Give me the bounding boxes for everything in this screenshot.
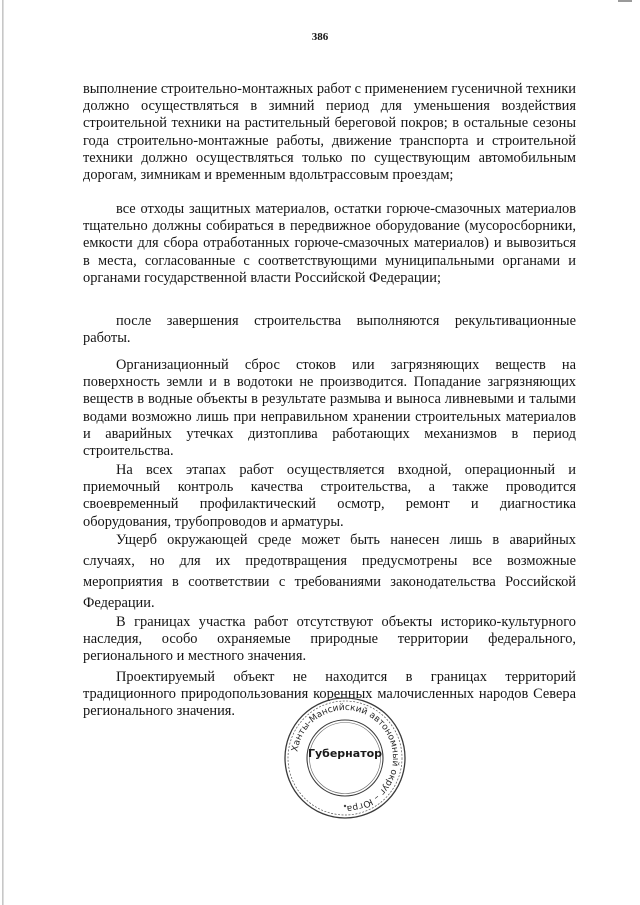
paragraph-1: выполнение строительно-монтажных работ с применением гусеничной техники должно осуществляться в зимний период для уменьшения воздействия строительной техники на растительный береговой покров; в остальные сезоны года строительно-монтажные работы, движение транспорта и строительной техники должно осуществляться только по существующим автомобильным дорогам, зимникам и временным вдольтрассовым проездам; [83, 81, 576, 184]
official-seal [282, 695, 408, 821]
paragraph-4: Организационный сброс стоков или загрязняющих веществ на поверхность земли и в водотоки не производится. Попадание загрязняющих веществ в водные объекты в результате размыва и выноса ливневыми и талыми водами возможно лишь при неправильном хранении строительных материалов и аварийных утечках дизтоплива работающих механизмов в период строительства. [83, 357, 576, 460]
paragraph-6: Ущерб окружающей среде может быть нанесен лишь в аварийных случаях, но для их предотвращения предусмотрены все возможные мероприятия в соответствии с требованиями законодательства Российской Федерации. [83, 532, 576, 611]
scan-corner-mark [618, 0, 632, 2]
paragraph-5: На всех этапах работ осуществляется входной, операционный и приемочный контроль качества строительства, а также проводится своевременный профилактический осмотр, ремонт и диагностика оборудования, трубопроводов и арматуры. [83, 462, 576, 530]
paragraph-7: В границах участка работ отсутствуют объекты историко-культурного наследия, особо охраняемые природные территории федерального, регионального и местного значения. [83, 614, 576, 665]
paragraph-8: Проектируемый объект не находится в границах территорий традиционного природопользования коренных малочисленных народов Севера регионального значения. [83, 669, 576, 720]
page-number: 386 [311, 31, 329, 43]
paragraph-2: все отходы защитных материалов, остатки горюче-смазочных материалов тщательно должны собираться в передвижное оборудование (мусоросборники, емкости для сбора отработанных горюче-смазочных материалов) и вывозиться в места, согласованные с соответствующими муниципальными органами и органами государственной власти Российской Федерации; [83, 201, 576, 286]
seal-ring-text: Ханты-Мансийский автономный округ – Югра [290, 702, 401, 814]
seal-center-text: Губернатор [307, 747, 383, 760]
paragraph-3: после завершения строительства выполняются рекультивационные работы. [83, 313, 576, 347]
scan-left-edge [2, 0, 4, 905]
